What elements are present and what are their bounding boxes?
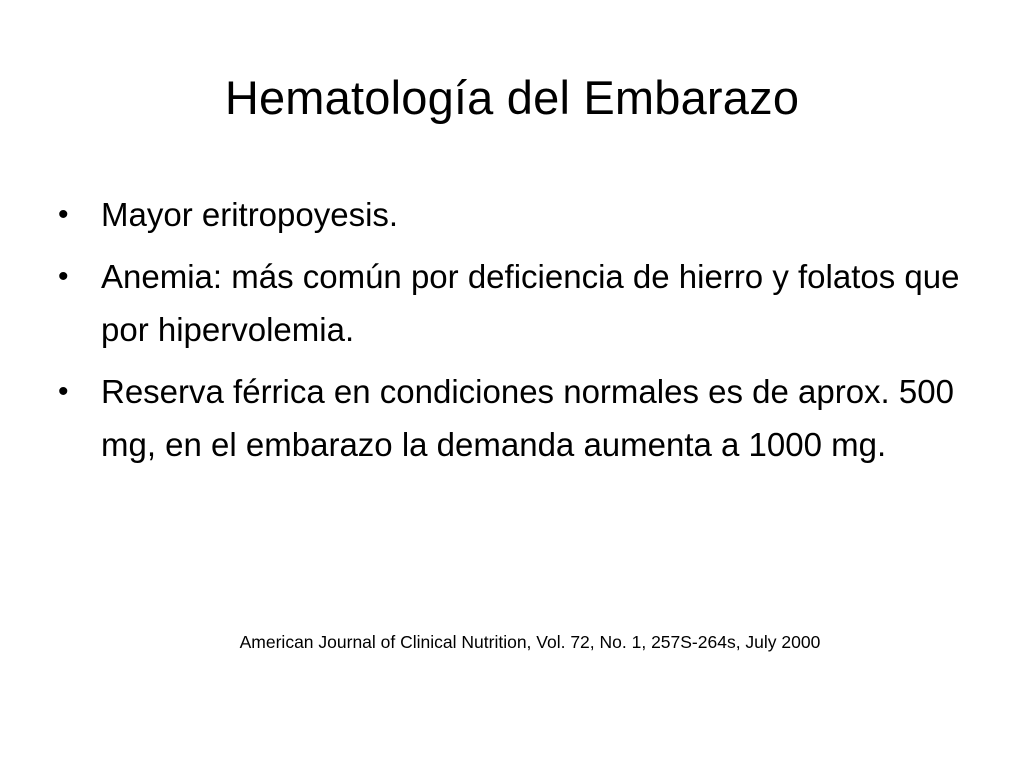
bullet-list <box>58 188 968 480</box>
bullet-text: Mayor eritropoyesis. <box>101 196 399 233</box>
bullet-marker: • <box>58 375 69 408</box>
bullet-text: Reserva férrica en condiciones normales es de aprox. 500 mg, en el embarazo la demanda aumenta a 1000 mg. <box>101 373 954 463</box>
citation-text: American Journal of Clinical Nutrition, Vol. 72, No. 1, 257S-264s, July 2000 <box>239 632 821 652</box>
bullet-item <box>58 365 968 471</box>
bullet-item <box>58 188 968 241</box>
bullet-item <box>58 250 968 356</box>
bullet-marker: • <box>58 198 69 231</box>
bullet-text: Anemia: más común por deficiencia de hierro y folatos que por hipervolemia. <box>101 258 960 348</box>
bullet-marker: • <box>58 260 69 293</box>
slide-title: Hematología del Embarazo <box>224 71 800 124</box>
